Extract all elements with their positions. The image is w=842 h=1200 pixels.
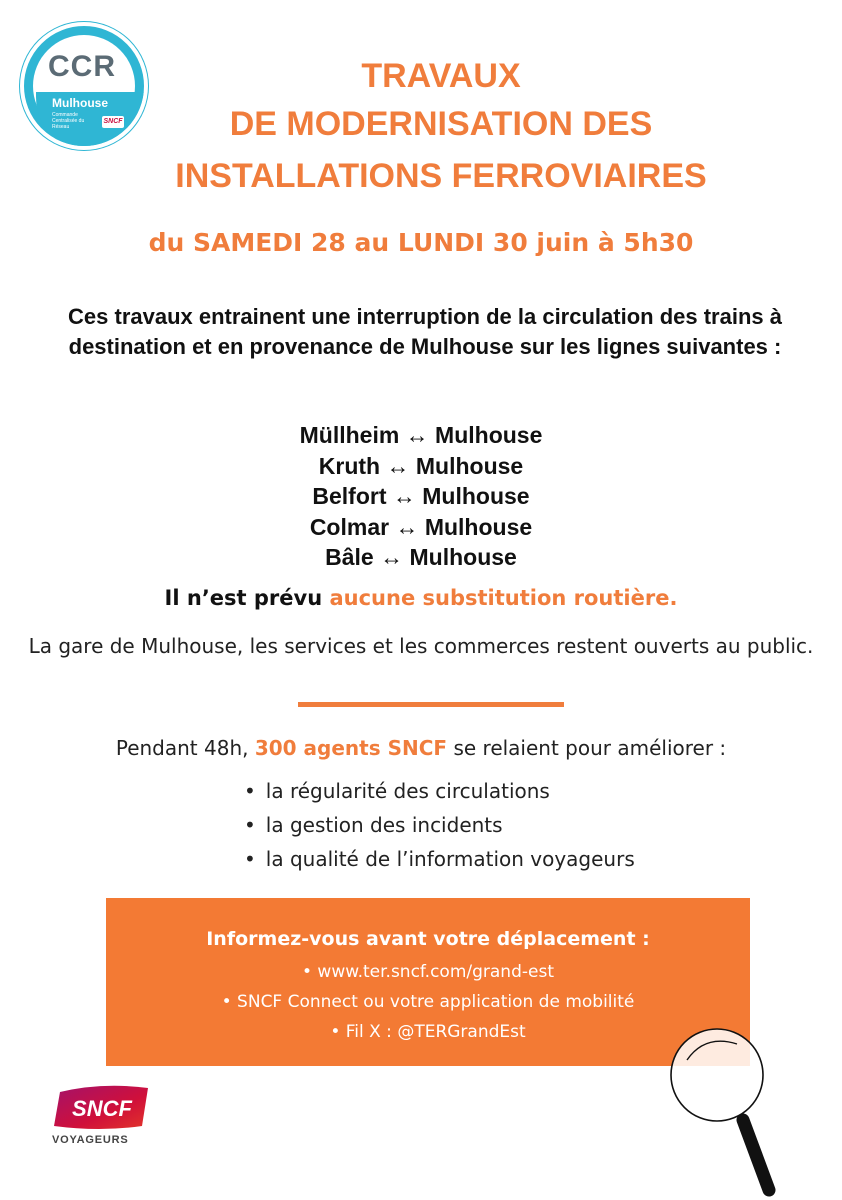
agents-highlight: 300 agents SNCF (254, 736, 448, 760)
title-line-2: DE MODERNISATION DES (229, 105, 653, 143)
improvement-item: • la gestion des incidents (244, 808, 635, 842)
no-substitution-highlight: aucune substitution routière. (329, 586, 678, 610)
line-item: Kruth ↔ Mulhouse (318, 452, 524, 479)
agents-prefix: Pendant 48h, (115, 736, 255, 760)
sncf-logo-text: SNCF (72, 1096, 132, 1121)
sncf-tagline: VOYAGEURS (52, 1134, 129, 1146)
improvement-item: • la qualité de l’information voyageurs (244, 842, 635, 876)
line-item: Belfort ↔ Mulhouse (312, 483, 530, 509)
info-app: • SNCF Connect ou votre application de mobilité (221, 992, 635, 1012)
affected-lines-list (0, 420, 842, 573)
improvement-item: • la régularité des circulations (244, 774, 635, 808)
info-box-title: Informez-vous avant votre déplacement : (206, 928, 650, 950)
logo-city: Mulhouse (52, 96, 108, 110)
line-item: Bâle ↔ Mulhouse (325, 544, 517, 570)
station-open-notice: La gare de Mulhouse, les services et les commerces restent ouverts au public. (28, 634, 814, 658)
improvements-list (244, 774, 635, 876)
intro-paragraph: Ces travaux entrainent une interruption de la circulation des trains à destination et en provenance de Mulhouse sur les lignes suivantes : (68, 304, 782, 359)
no-substitution-prefix: Il n’est prévu (164, 586, 330, 610)
title-line-3: INSTALLATIONS FERROVIAIRES (175, 157, 707, 195)
sncf-logo-mark (52, 1082, 152, 1132)
info-x-account: • Fil X : @TERGrandEst (330, 1022, 526, 1042)
divider (298, 702, 564, 707)
sncf-voyageurs-logo (52, 1082, 152, 1152)
line-item: Müllheim ↔ Mulhouse (299, 422, 543, 448)
logo-subtitle: Commande Centralisée du Réseau (52, 112, 85, 130)
agents-sentence (0, 736, 842, 760)
magnifier-icon (665, 1020, 785, 1200)
info-website: • www.ter.sncf.com/grand-est (302, 962, 554, 982)
agents-suffix: se relaient pour améliorer : (447, 736, 727, 760)
logo-sncf-badge: SNCF (102, 116, 124, 128)
title-line-1: TRAVAUX (361, 57, 521, 95)
date-range: du SAMEDI 28 au LUNDI 30 juin à 5h30 (148, 228, 694, 257)
no-substitution-notice (0, 586, 842, 610)
logo-acronym: CCR (48, 50, 116, 83)
line-item: Colmar ↔ Mulhouse (309, 513, 533, 540)
info-box (106, 898, 750, 1066)
